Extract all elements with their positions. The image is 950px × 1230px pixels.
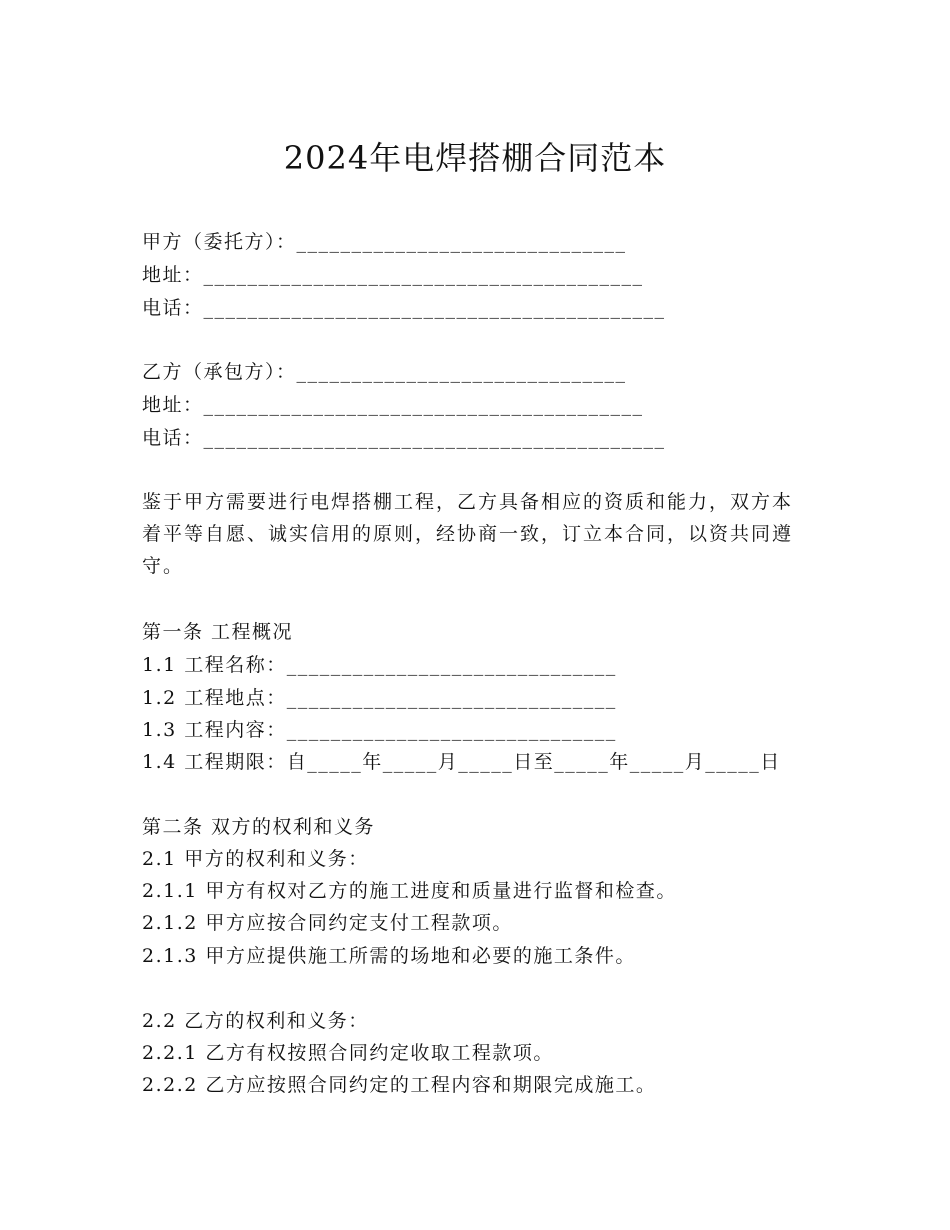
article-1-item-3: 1.3 工程内容：______________________________ <box>142 719 617 741</box>
article-2-item-a1: 2.1.1 甲方有权对乙方的施工进度和质量进行监督和检查。 <box>142 880 677 902</box>
party-a-phone-field: 电话：__________________________________________ <box>142 297 666 319</box>
article-1-heading: 第一条 工程概况 <box>142 621 294 643</box>
article-1-item-2: 1.2 工程地点：______________________________ <box>142 687 617 709</box>
article-1-item-1: 1.1 工程名称：______________________________ <box>142 654 617 676</box>
article-2-item-a3: 2.1.3 甲方应提供施工所需的场地和必要的施工条件。 <box>142 945 636 967</box>
preamble-paragraph: 鉴于甲方需要进行电焊搭棚工程，乙方具备相应的资质和能力，双方本着平等自愿、诚实信用的原则，经协商一致，订立本合同，以资共同遵守。 <box>142 491 794 577</box>
article-2-section-b-heading: 2.2 乙方的权利和义务： <box>142 1010 369 1032</box>
article-2-item-b1: 2.2.1 乙方有权按照合同约定收取工程款项。 <box>142 1042 554 1064</box>
article-2-item-b2: 2.2.2 乙方应按照合同约定的工程内容和期限完成施工。 <box>142 1074 657 1096</box>
article-1-item-4: 1.4 工程期限：自_____年_____月_____日至_____年_____月_____日 <box>142 751 781 773</box>
party-b-address-field: 地址：________________________________________ <box>142 394 644 416</box>
article-2-section-a-heading: 2.1 甲方的权利和义务： <box>142 848 369 870</box>
party-a-address-field: 地址：________________________________________ <box>142 264 644 286</box>
party-b-name-field: 乙方（承包方）：______________________________ <box>142 361 627 383</box>
document-title: 2024年电焊搭棚合同范本 <box>283 139 667 177</box>
article-2-heading: 第二条 双方的权利和义务 <box>142 816 376 838</box>
article-2-item-a2: 2.1.2 甲方应按合同约定支付工程款项。 <box>142 912 513 934</box>
party-b-phone-field: 电话：__________________________________________ <box>142 427 666 449</box>
party-a-name-field: 甲方（委托方）：______________________________ <box>142 231 627 253</box>
